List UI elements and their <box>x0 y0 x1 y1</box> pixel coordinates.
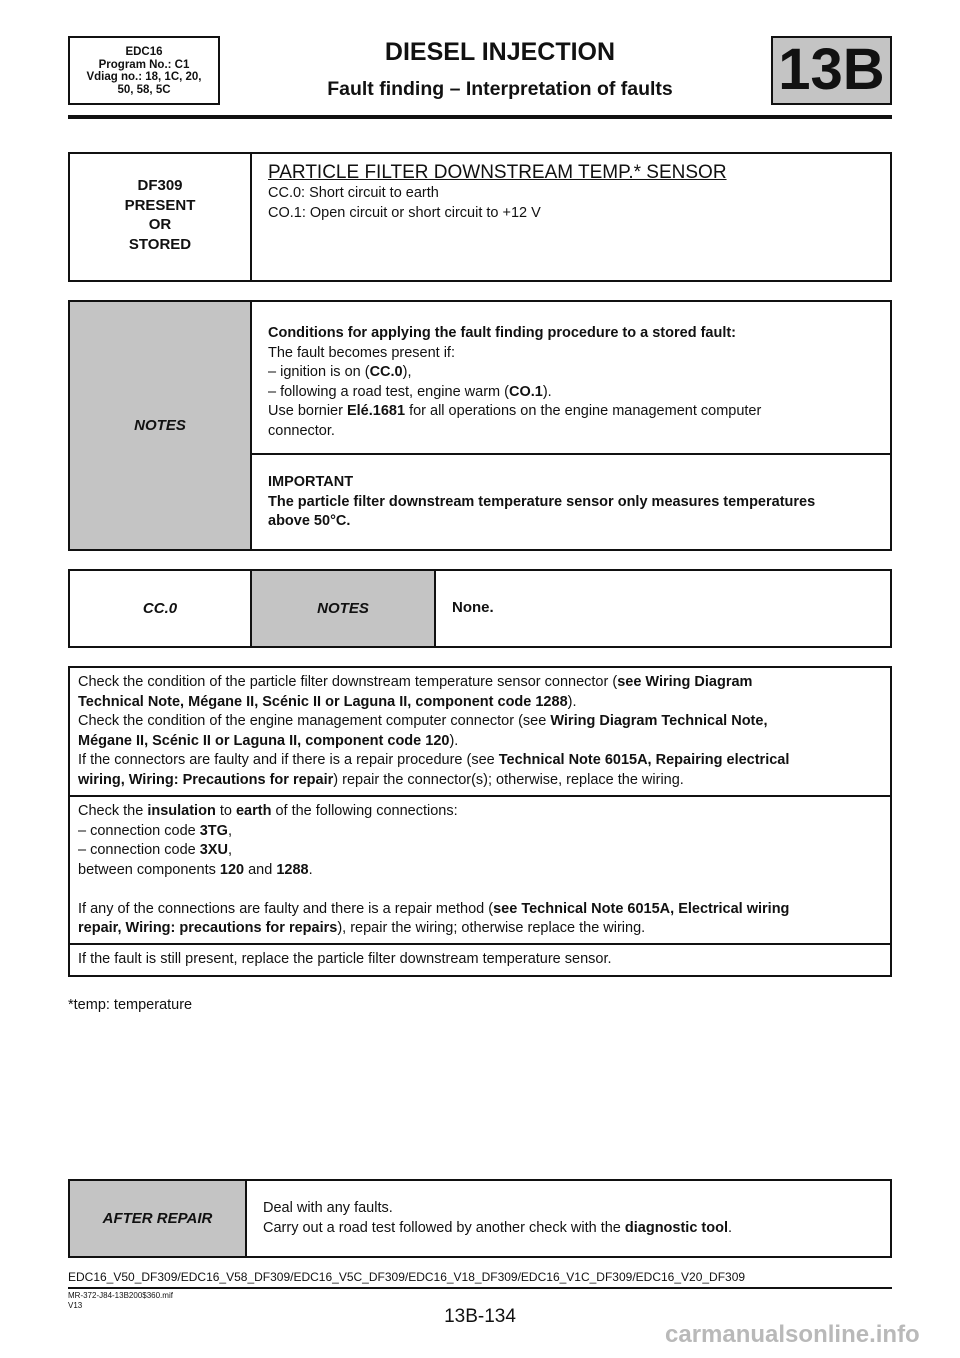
cc0-notes-label: NOTES <box>317 600 369 617</box>
fault-code-line: CC.0: Short circuit to earth <box>268 185 439 201</box>
divider <box>245 1179 247 1258</box>
bornier-note: Use bornier Elé.1681 for all operations on the engine management computer <box>268 403 762 419</box>
fault-code-line: CO.1: Open circuit or short circuit to +12 V <box>268 204 541 221</box>
info-line: 50, 58, 5C <box>117 83 171 96</box>
important-line: above 50°C. <box>268 513 351 529</box>
becomes-present: The fault becomes present if: <box>268 344 455 361</box>
page-subtitle: Fault finding – Interpretation of faults <box>327 78 673 100</box>
conditions-heading: Conditions for applying the fault finding procedure to a stored fault: <box>268 325 737 341</box>
after-repair-text <box>263 1199 883 1238</box>
condition-item: – ignition is on (CC.0), <box>268 364 412 380</box>
fault-state: STORED <box>128 235 192 253</box>
divider <box>68 795 892 797</box>
notes-label: NOTES <box>134 417 186 434</box>
footnote: *temp: temperature <box>68 997 193 1013</box>
page-title: DIESEL INJECTION <box>384 38 616 66</box>
divider <box>68 943 892 945</box>
bornier-note-cont: connector. <box>268 422 335 439</box>
info-line: Program No.: C1 <box>98 58 190 71</box>
procedure-step-connectors: Check the condition of the particle filter downstream temperature sensor connector (see Wiring Diagram Technical Note, Mégane II, Scénic II or Laguna II, component code 1288). Check the condition of the engine management computer connector (see Wiring Diagram Technical Note, Mégane II, Scénic II or Laguna II, component code 120). If the connectors are faulty and if there is a repair procedure (see Technical Note 6015A, Repairing electrical wiring, Wiring: Precautions for repair) repair the connector(s); otherwise, replace the wiring. <box>78 674 790 788</box>
notes-conditions <box>268 324 878 441</box>
cc0-notes-value-cell: None. <box>452 599 494 616</box>
fault-state: PRESENT <box>124 196 196 214</box>
fault-status <box>70 176 250 254</box>
connection-item: – connection code 3XU, <box>78 842 232 858</box>
info-line: Vdiag no.: 18, 1C, 20, <box>86 71 202 83</box>
important-note <box>268 473 883 532</box>
footer-version: V13 <box>68 1301 83 1310</box>
after-repair-line: Deal with any faults. <box>263 1200 393 1216</box>
procedure-step-replace: If the fault is still present, replace the particle filter downstream temperature sensor. <box>78 951 612 967</box>
footer-file: MR-372-J84-13B200$360.mif <box>68 1291 173 1300</box>
after-repair-line: Carry out a road test followed by another check with the diagnostic tool. <box>263 1219 733 1236</box>
divider <box>250 453 892 455</box>
cc0-code: CC.0 <box>142 600 178 617</box>
cc0-notes-cell <box>252 571 434 646</box>
fault-title: PARTICLE FILTER DOWNSTREAM TEMP.* SENSOR <box>268 162 727 183</box>
connection-item: – connection code 3TG, <box>78 822 232 839</box>
procedure-step-insulation: Check the insulation to earth of the following connections: – connection code 3TG, – connection code 3XU, between components 120 and 1288. If any of the connections are faulty and there is a repair method (see Technical Note 6015A, Electrical wiring repair, Wiring: precautions for repairs), repair the wiring; otherwise replace the wiring. <box>78 802 883 939</box>
fault-code: DF309 <box>137 177 183 194</box>
notes-label-cell <box>70 302 250 549</box>
after-repair-label-cell <box>70 1181 245 1256</box>
fault-codes <box>268 184 868 223</box>
important-heading: IMPORTANT <box>268 474 354 490</box>
after-repair-label: AFTER REPAIR <box>102 1210 213 1227</box>
condition-item: – following a road test, engine warm (CO.1). <box>268 383 552 400</box>
cc0-code-cell <box>70 571 250 646</box>
divider <box>250 152 252 282</box>
important-line: The particle filter downstream temperature sensor only measures temperatures <box>268 493 816 510</box>
page-number: 13B-134 <box>444 1306 516 1327</box>
footer-rule <box>68 1287 892 1289</box>
fault-state: OR <box>148 216 172 233</box>
watermark: carmanualsonline.info <box>665 1321 920 1348</box>
divider <box>250 300 252 551</box>
info-line: EDC16 <box>125 46 163 58</box>
vehicle-info-box <box>68 36 220 105</box>
divider <box>434 569 436 648</box>
footer-reference: EDC16_V50_DF309/EDC16_V58_DF309/EDC16_V5C_DF309/EDC16_V18_DF309/EDC16_V1C_DF309/EDC16_V20_DF309 <box>68 1270 746 1284</box>
header-rule <box>68 115 892 119</box>
section-code-badge: 13B <box>771 36 892 105</box>
